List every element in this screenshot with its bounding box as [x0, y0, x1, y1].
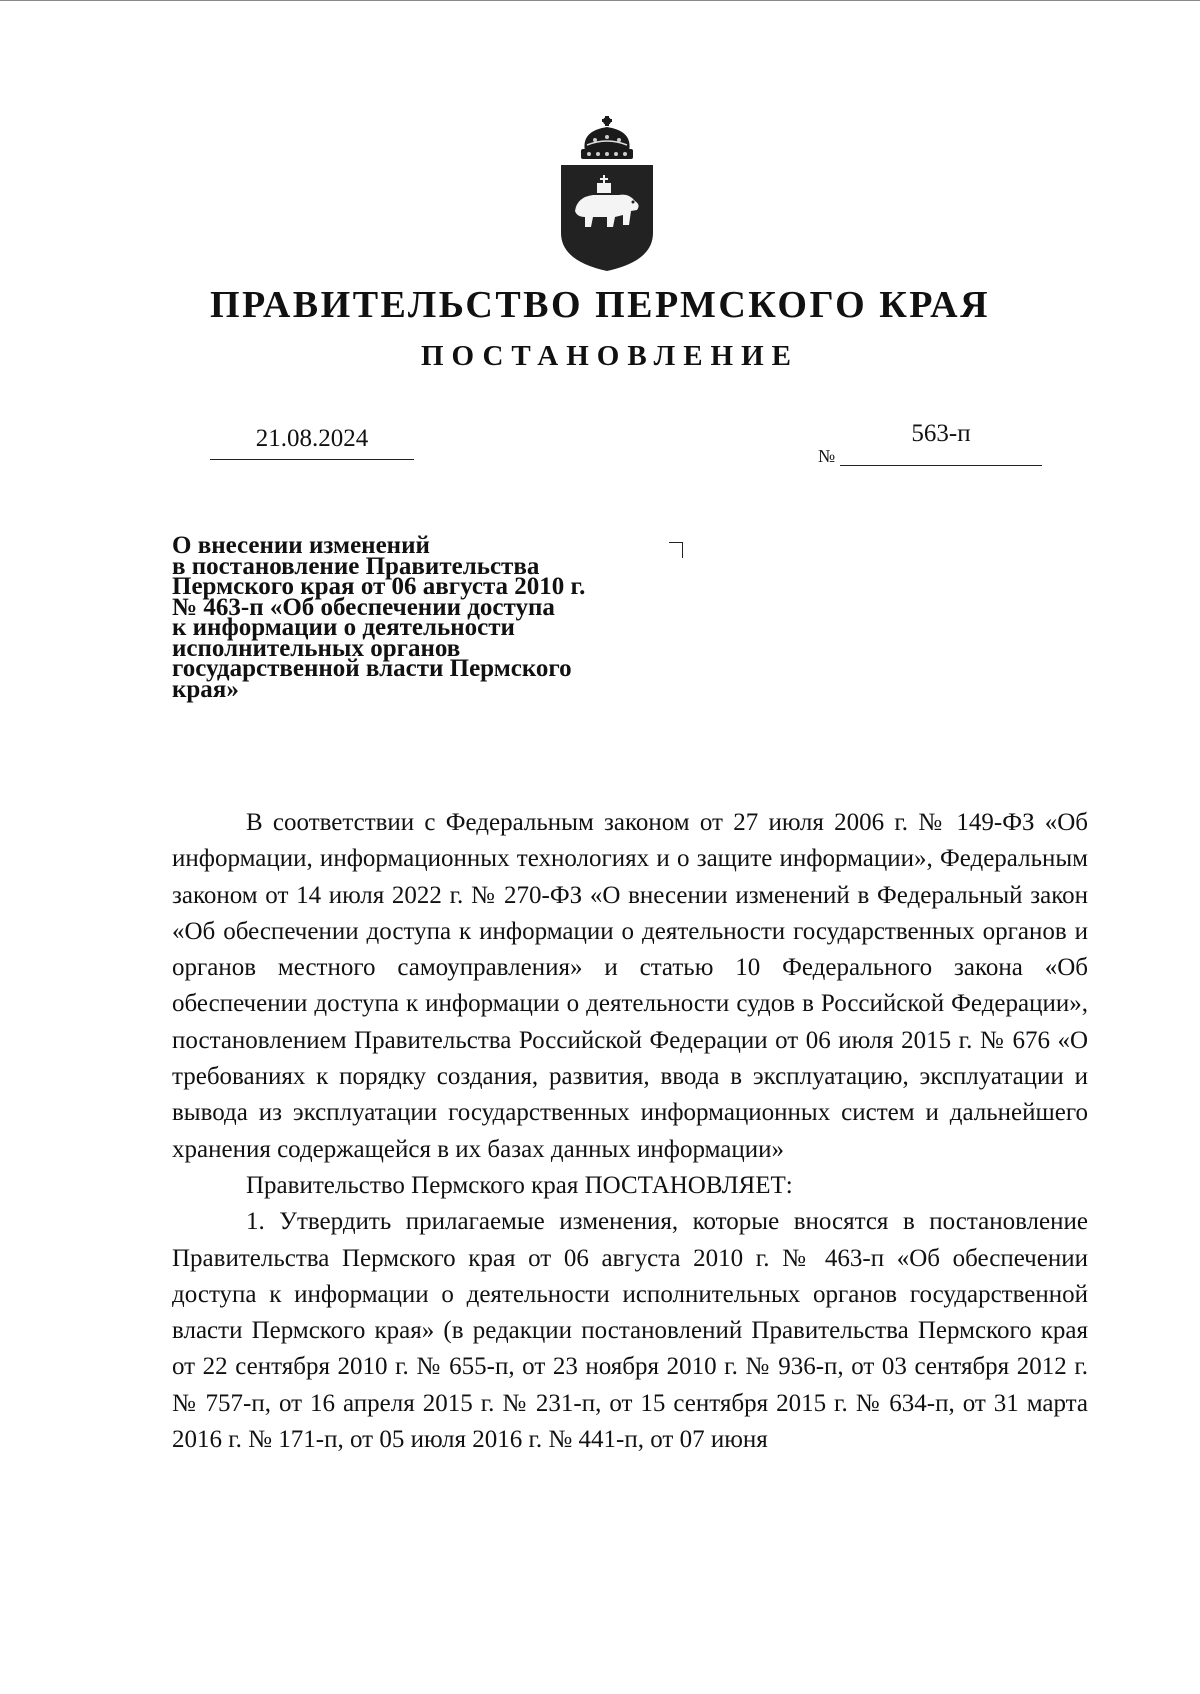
resolves-paragraph: Правительство Пермского края ПОСТАНОВЛЯЕТ:: [246, 1171, 793, 1199]
subject-line: Пермского края от 06 августа 2010 г.: [172, 573, 586, 600]
subject-line: к информации о деятельности: [172, 614, 515, 641]
document-date: 21.08.2024: [210, 425, 414, 460]
preamble-paragraph: В соответствии с Федеральным законом от 27 июля 2006 г. № 149-ФЗ «Об информации, информационных технологиях и о защите информации», Федеральным законом от 14 июля 2022 г. № 270-ФЗ «О внесении изменений в Федеральный закон «Об обеспечении доступа к информации о деятельности государственных органов и органов местного самоуправления» и статью 10 Федерального закона «Об обеспечении доступа к информации о деятельности судов в Российской Федерации», постановлением Правительства Российской Федерации от 06 июля 2015 г. № 676 «О требованиях к порядку создания, развития, ввода в эксплуатацию, эксплуатации и вывода из эксплуатации государственных информационных систем и дальнейшего хранения содержащейся в их базах данных информации»: [172, 809, 1088, 1163]
document-body: [172, 805, 1088, 1458]
document-number: 563-п: [840, 420, 1042, 466]
coat-of-arms-icon: [557, 115, 657, 273]
subject-line: в постановление Правительства: [172, 552, 540, 580]
document-type: ПОСТАНОВЛЕНИЕ: [420, 340, 799, 372]
page-top-edge: [0, 0, 1200, 1]
item-1-paragraph: 1. Утвердить прилагаемые изменения, которые вносятся в постановление Правительства Пермского края от 06 августа 2010 г. № 463-п «Об обеспечении доступа к информации о деятельности исполнительных органов государственной власти Пермского края» (в редакции постановлений Правительства Пермского края от 22 сентября 2010 г. № 655-п, от 23 ноября 2010 г. № 936-п, от 03 сентября 2012 г. № 757-п, от 16 апреля 2015 г. № 231-п, от 15 сентября 2015 г. № 634-п, от 31 марта 2016 г. № 171-п, от 05 июля 2016 г. № 441-п, от 07 июня: [172, 1208, 1088, 1454]
document-subject: [172, 532, 672, 703]
subject-corner-mark: [669, 542, 683, 558]
subject-line: О внесении изменений: [172, 532, 430, 559]
number-label: №: [818, 446, 836, 466]
subject-line: исполнительных органов: [172, 634, 461, 662]
subject-line: края»: [172, 675, 239, 703]
subject-line: государственной власти Пермского: [172, 655, 572, 682]
government-title: ПРАВИТЕЛЬСТВО ПЕРМСКОГО КРАЯ: [209, 284, 991, 326]
crown-icon: [581, 116, 633, 159]
subject-line: № 463-п «Об обеспечении доступа: [172, 593, 555, 621]
